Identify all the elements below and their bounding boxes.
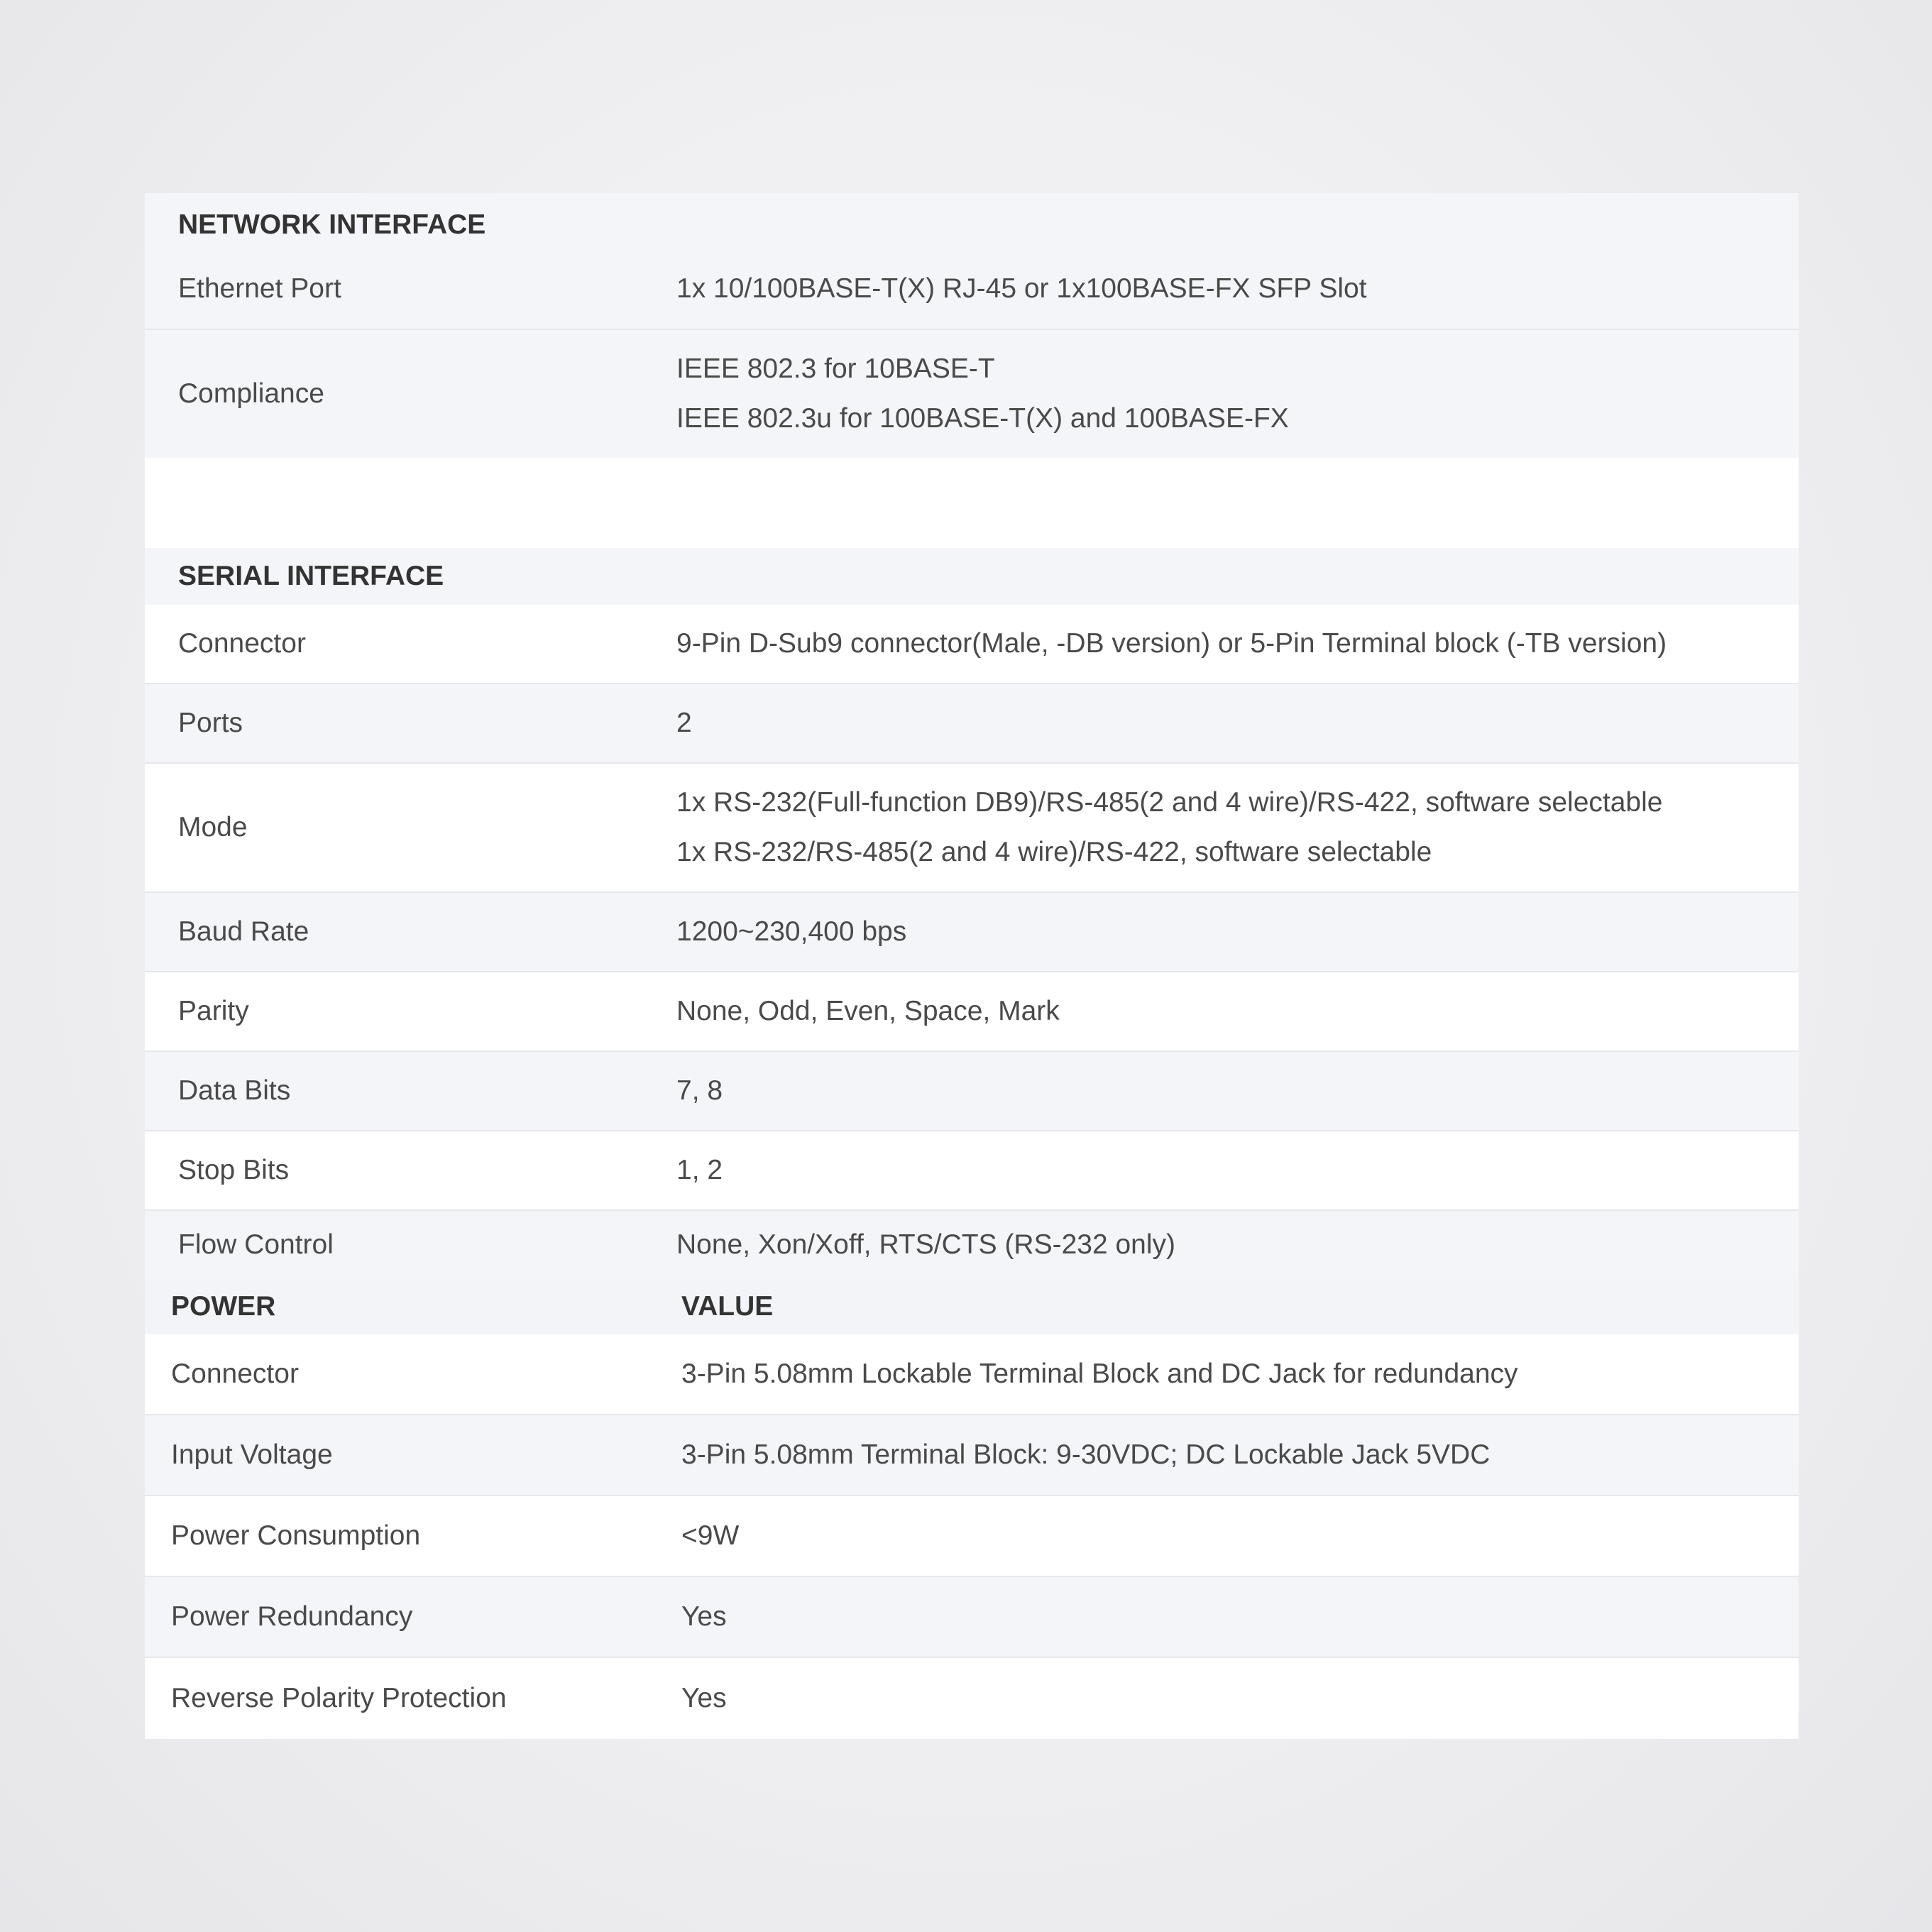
row-label: Parity [178, 996, 249, 1026]
row-label: Power Redundancy [171, 1601, 413, 1632]
spec-panel [145, 193, 1799, 1739]
table-row [145, 1577, 1799, 1658]
table-row [145, 972, 1799, 1052]
row-value: 1, 2 [676, 1155, 723, 1185]
value-line: 1x RS-232/RS-485(2 and 4 wire)/RS-422, software selectable [676, 837, 1432, 867]
row-label: Compliance [178, 378, 324, 409]
row-value: 9-Pin D-Sub9 connector(Male, -DB version) or 5-Pin Terminal block (-TB version) [676, 628, 1667, 659]
section-title-network [145, 193, 1799, 248]
value-line: IEEE 802.3 for 10BASE-T [676, 353, 995, 384]
table-row [145, 684, 1799, 764]
table-row [145, 1658, 1799, 1739]
table-row [145, 764, 1799, 893]
row-value: 1200~230,400 bps [676, 916, 907, 947]
row-value: <9W [681, 1520, 740, 1551]
power-header-key: POWER [171, 1291, 276, 1322]
table-row [145, 1131, 1799, 1211]
row-value: 7, 8 [676, 1075, 723, 1106]
row-value: None, Xon/Xoff, RTS/CTS (RS-232 only) [676, 1229, 1176, 1260]
row-value: 3-Pin 5.08mm Lockable Terminal Block and DC Jack for redundancy [681, 1359, 1518, 1389]
network-title: NETWORK INTERFACE [178, 209, 486, 240]
table-row [145, 1052, 1799, 1131]
row-label: Ethernet Port [178, 273, 341, 304]
row-label: Connector [178, 628, 306, 659]
row-value [676, 344, 1799, 444]
table-row [145, 1334, 1799, 1415]
row-label: Ports [178, 708, 243, 738]
table-row [145, 330, 1799, 458]
value-line: IEEE 802.3u for 100BASE-T(X) and 100BASE-FX [676, 403, 1289, 434]
row-label: Connector [171, 1359, 299, 1389]
value-line: 1x RS-232(Full-function DB9)/RS-485(2 and 4 wire)/RS-422, software selectable [676, 787, 1663, 818]
power-header-value: VALUE [681, 1291, 774, 1322]
row-value [676, 778, 1799, 877]
row-label: Power Consumption [171, 1520, 421, 1551]
row-label: Input Voltage [171, 1439, 333, 1470]
row-label: Baud Rate [178, 916, 309, 947]
table-row [145, 1496, 1799, 1577]
row-label: Reverse Polarity Protection [171, 1683, 507, 1713]
row-value: None, Odd, Even, Space, Mark [676, 996, 1060, 1026]
row-label: Mode [178, 812, 248, 842]
table-row [145, 893, 1799, 972]
section-spacer [145, 458, 1799, 548]
section-title-serial [145, 548, 1799, 605]
serial-title: SERIAL INTERFACE [178, 561, 444, 591]
row-value: 3-Pin 5.08mm Terminal Block: 9-30VDC; DC Lockable Jack 5VDC [681, 1439, 1491, 1470]
row-value: Yes [681, 1601, 727, 1632]
row-label: Data Bits [178, 1075, 291, 1106]
table-row [145, 1211, 1799, 1279]
table-row [145, 605, 1799, 684]
table-row [145, 1415, 1799, 1496]
table-row [145, 248, 1799, 330]
row-label: Flow Control [178, 1229, 334, 1260]
row-value: 1x 10/100BASE-T(X) RJ-45 or 1x100BASE-FX SFP Slot [676, 273, 1367, 304]
row-label: Stop Bits [178, 1155, 290, 1185]
power-table-header [145, 1279, 1799, 1334]
row-value: Yes [681, 1683, 727, 1713]
row-value: 2 [676, 708, 692, 738]
